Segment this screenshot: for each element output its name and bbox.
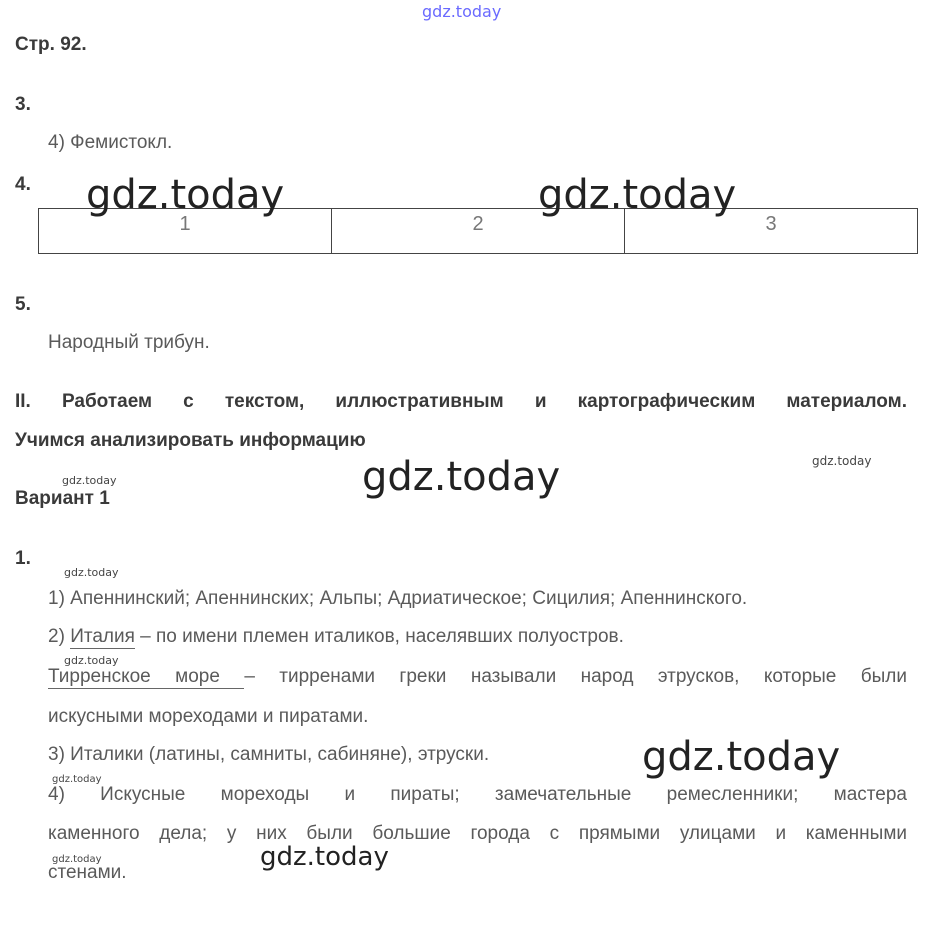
v1q1-point1: 1) Апеннинский; Апеннинских; Альпы; Адриатическое; Сицилия; Апеннинского. xyxy=(48,588,748,609)
v1q1-tyrrhenian-line2: искусными мореходами и пиратами. xyxy=(48,706,369,727)
q4-cell-2: 2 xyxy=(332,209,625,254)
v1q1-point4-line3: стенами. xyxy=(48,862,127,883)
v1q1-term-tyrrhenian: Тирренское море xyxy=(48,666,245,687)
v1q1-point2 xyxy=(48,626,624,648)
section-heading-line1: II. Работаем с текстом, иллюстративным и картографическим материалом. xyxy=(15,391,907,412)
watermark-small-2: gdz.today xyxy=(812,454,872,468)
v1q1-term-italy: Италия xyxy=(70,626,135,647)
q5-number: 5. xyxy=(15,294,31,315)
v1q1-tyrrhenian-line1 xyxy=(48,666,907,688)
watermark-2: gdz.today xyxy=(538,172,737,218)
watermark-5: gdz.today xyxy=(260,842,389,872)
watermark-3: gdz.today xyxy=(362,454,561,500)
watermark-small-1: gdz.today xyxy=(62,474,117,487)
v1q1-point4-line2: каменного дела; у них были большие города с прямыми улицами и каменными xyxy=(48,823,907,844)
section-heading-line2: Учимся анализировать информацию xyxy=(15,430,366,451)
page-label: Стр. 92. xyxy=(15,34,87,55)
v1q1-point2-rest: – по имени племен италиков, населявших полуостров. xyxy=(134,626,624,647)
watermark-small-3: gdz.today xyxy=(64,566,119,579)
q4-cell-3: 3 xyxy=(625,209,918,254)
q4-cell-1: 1 xyxy=(39,209,332,254)
watermark-1: gdz.today xyxy=(86,172,285,218)
q5-answer: Народный трибун. xyxy=(48,332,210,353)
watermark-small-4: gdz.today xyxy=(64,654,119,667)
q3-answer: 4) Фемистокл. xyxy=(48,132,173,153)
v1q1-point4-line1: 4) Искусные мореходы и пираты; замечательные ремесленники; мастера xyxy=(48,784,907,805)
variant-title: Вариант 1 xyxy=(15,488,110,509)
watermark-top: gdz.today xyxy=(422,2,502,21)
v1q1-tyrrhenian-rest: – тирренами греки называли народ этрусков, которые были xyxy=(244,666,908,687)
v1q1-number: 1. xyxy=(15,548,31,569)
watermark-small-6: gdz.today xyxy=(52,854,102,865)
v1q1-point3: 3) Италики (латины, самниты, сабиняне), этруски. xyxy=(48,744,490,765)
watermark-small-5: gdz.today xyxy=(52,774,102,785)
watermark-4: gdz.today xyxy=(642,734,841,780)
q3-number: 3. xyxy=(15,94,31,115)
v1q1-point2-prefix: 2) xyxy=(48,626,71,647)
q4-number: 4. xyxy=(15,174,31,195)
